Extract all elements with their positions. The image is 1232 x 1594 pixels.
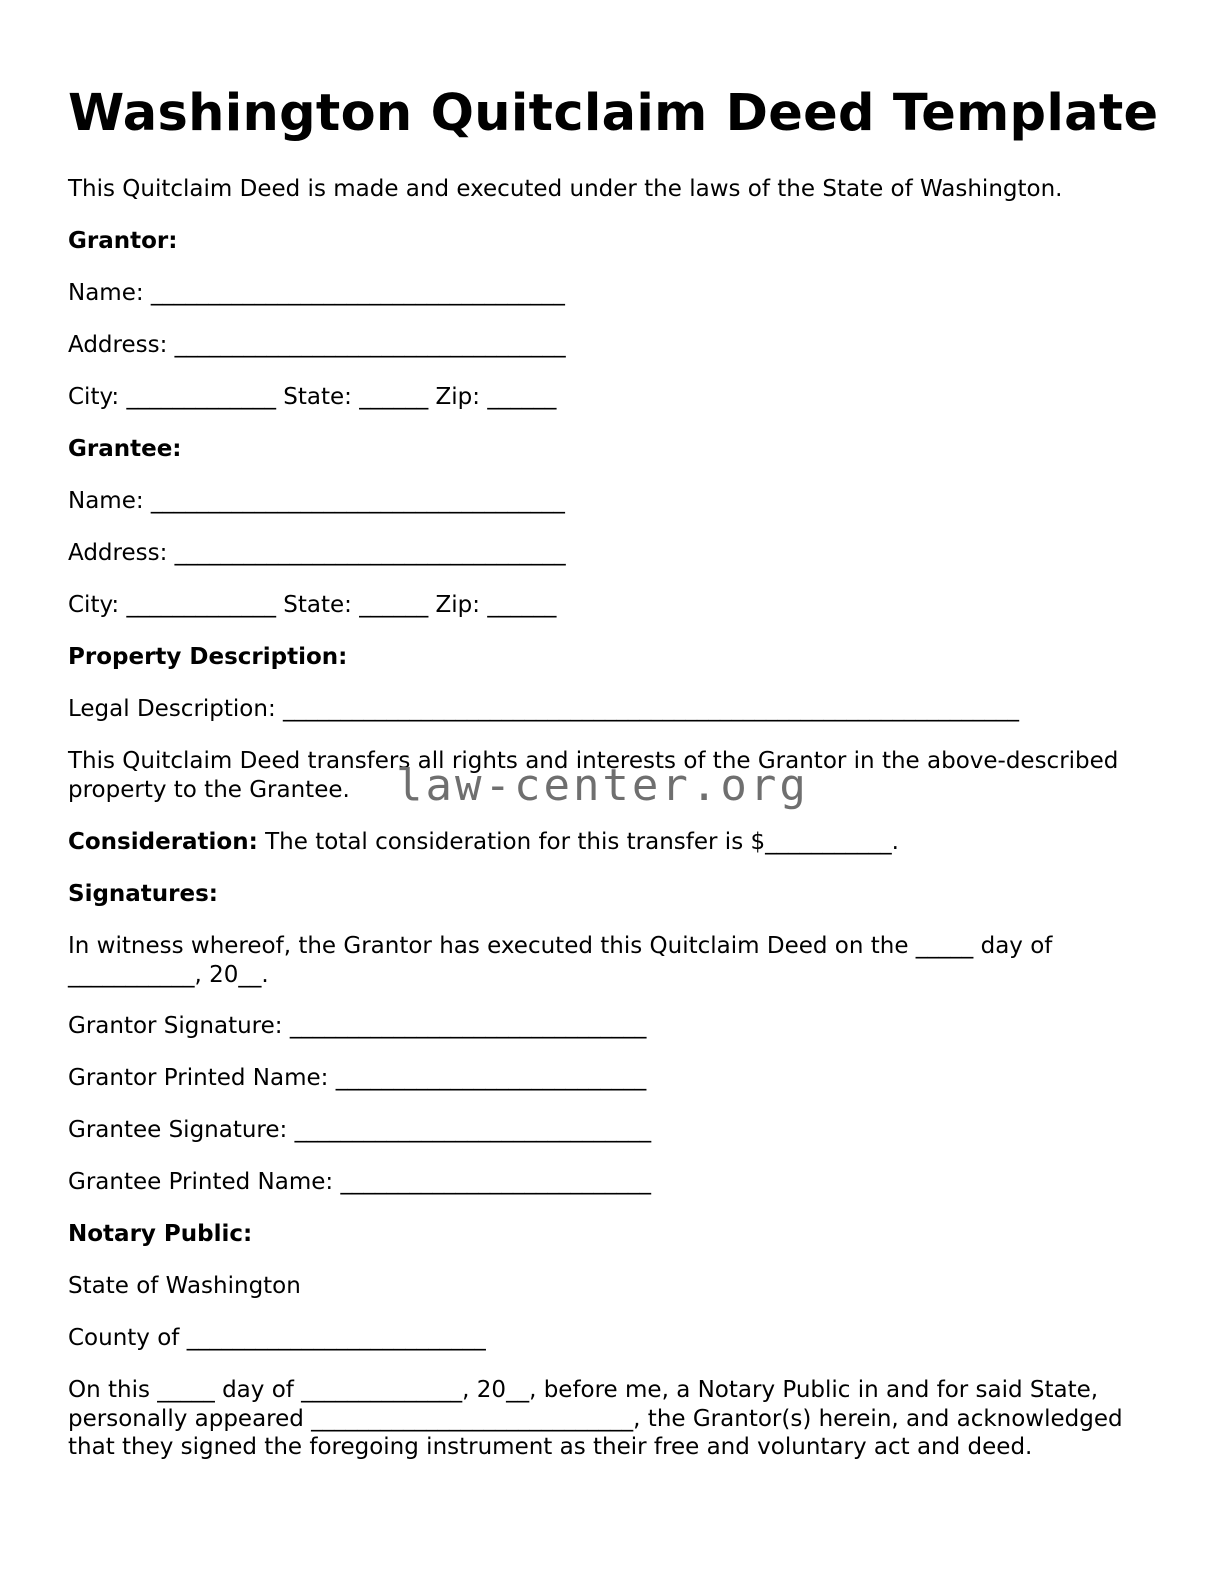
grantee-heading: Grantee: bbox=[68, 436, 182, 462]
notary-acknowledgment: On this _____ day of ______________, 20__, before me, a Notary Public in and for said State, personally appeared ____________________________, the Grantor(s) herein, and acknowledged that they signed the foregoing instrument as their free and voluntary act and deed. bbox=[68, 1377, 1123, 1460]
page-title: Washington Quitclaim Deed Template bbox=[68, 84, 1159, 143]
witness-statement: In witness whereof, the Grantor has executed this Quitclaim Deed on the _____ day of ___________, 20__. bbox=[68, 933, 1053, 988]
grantor-city-state-zip-line: City: _____________ State: ______ Zip: ______ bbox=[68, 384, 557, 410]
consideration-text: The total consideration for this transfer is $___________. bbox=[257, 829, 899, 855]
grantee-printed-name-line: Grantee Printed Name: ___________________________ bbox=[68, 1169, 651, 1195]
grantee-city-state-zip-line: City: _____________ State: ______ Zip: ______ bbox=[68, 592, 557, 618]
signatures-heading: Signatures: bbox=[68, 881, 219, 907]
notary-heading: Notary Public: bbox=[68, 1221, 253, 1247]
notary-county-line: County of __________________________ bbox=[68, 1325, 486, 1351]
notary-state: State of Washington bbox=[68, 1273, 301, 1299]
transfer-statement: This Quitclaim Deed transfers all rights and interests of the Grantor in the above-described property to the Grantee. bbox=[68, 748, 1119, 803]
grantor-heading: Grantor: bbox=[68, 228, 178, 254]
intro-text: This Quitclaim Deed is made and executed under the laws of the State of Washington. bbox=[68, 176, 1063, 202]
grantor-printed-name-line: Grantor Printed Name: ___________________________ bbox=[68, 1065, 647, 1091]
grantor-address-line: Address: __________________________________ bbox=[68, 332, 566, 358]
grantee-name-line: Name: ____________________________________ bbox=[68, 488, 565, 514]
grantee-address-line: Address: __________________________________ bbox=[68, 540, 566, 566]
grantor-signature-line: Grantor Signature: _______________________________ bbox=[68, 1013, 647, 1039]
watermark: law-center.org bbox=[396, 760, 809, 811]
consideration-line bbox=[68, 828, 899, 857]
consideration-label: Consideration: bbox=[68, 829, 258, 855]
grantee-signature-line: Grantee Signature: _______________________________ bbox=[68, 1117, 652, 1143]
grantor-name-line: Name: ____________________________________ bbox=[68, 280, 565, 306]
property-heading: Property Description: bbox=[68, 644, 348, 670]
legal-description-line: Legal Description: ________________________________________________________________ bbox=[68, 696, 1020, 722]
